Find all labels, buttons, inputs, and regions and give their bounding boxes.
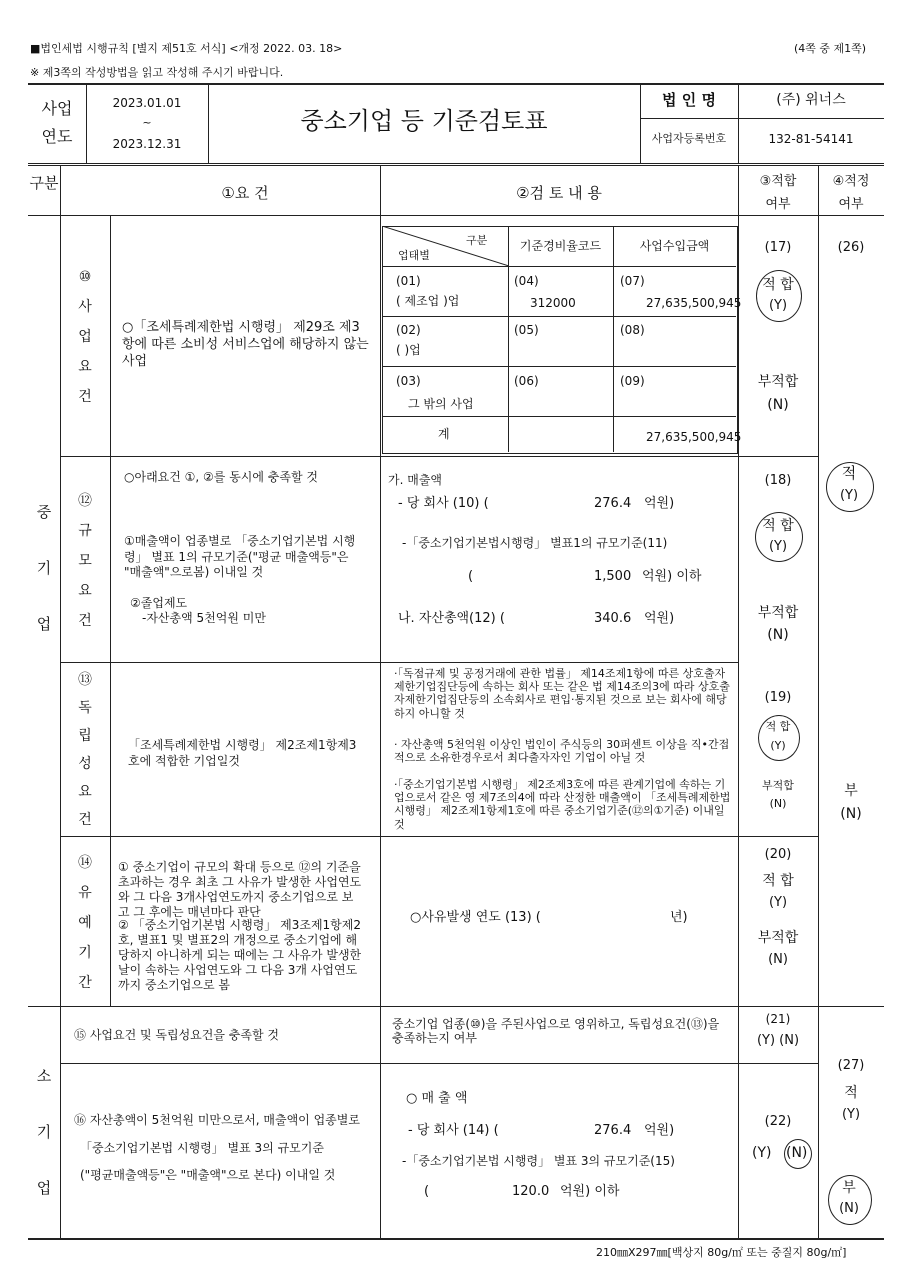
sales-unit: 억원) (644, 496, 675, 511)
corp-name-label: 법 인 명 (662, 91, 716, 109)
indep-fit-no: 부적합 (762, 779, 794, 792)
small-req-2b: 「중소기업기본법 시행령」 별표 3의 규모기준 (80, 1141, 324, 1155)
biz-proper-number: (26) (837, 240, 865, 255)
form-title: 중소기업 등 기준검토표 (300, 107, 548, 135)
corp-name: (주) 위너스 (776, 92, 846, 108)
divider (28, 215, 884, 216)
scale-fit-yes: 적 합 (762, 518, 794, 534)
small-proper-yes-y: (Y) (841, 1107, 861, 1122)
period-tilde: ~ (142, 116, 152, 129)
year-label: 연도 (41, 127, 73, 146)
proper-no: 부 (844, 783, 858, 799)
divider (60, 456, 818, 457)
small-fit2-number: (22) (764, 1114, 792, 1129)
small-review-2d: ( (424, 1184, 430, 1199)
header-requirements: ①요 건 (221, 184, 269, 202)
section-sme-label: 중 기 업 (36, 503, 52, 633)
tbl-code-header: 기준경비율코드 (519, 239, 602, 253)
biz-fit-yes: 적 합 (762, 277, 794, 293)
row3-industry: 그 밖의 사업 (408, 397, 474, 411)
small-proper-no-n: (N) (839, 1201, 859, 1216)
asset-unit: 억원) (644, 611, 675, 626)
small-fit1-yn: (Y) (N) (756, 1033, 800, 1048)
biz-fit-no-n: (N) (767, 397, 789, 413)
divider (640, 118, 884, 119)
divider (382, 266, 736, 267)
indep-label: ⑬ 독 립 성 요 건 (78, 672, 92, 828)
row1-no: (01) (396, 274, 421, 288)
header-gubun: 구분 (29, 174, 59, 192)
tbl-gubun: 구분 (466, 234, 488, 247)
grace-fit-number: (20) (764, 847, 792, 862)
biz-fit-yes-y: (Y) (768, 298, 788, 313)
row3-no: (03) (396, 374, 421, 388)
small-req-2c: ("평균매출액등"은 "매출액"으로 본다) 이내일 것 (80, 1168, 336, 1182)
instruction-note: ※ 제3쪽의 작성방법을 읽고 작성해 주시기 바랍니다. (30, 66, 284, 79)
scale-label: ⑫ 규 모 요 건 (78, 493, 92, 629)
grace-req-2: ② 「중소기업기본법 시행령」 제3조제1항제2호, 별표1 및 별표2의 개정으로 중소기업에 해당하지 아니하게 되는 때에는 그 사유가 발생한 날이 속하는 사업연도와 그 다음 3개 사업연도까지 중소기업으로 봄 (118, 918, 362, 992)
bizno-label: 사업자등록번호 (651, 132, 727, 145)
row2-code-no: (05) (514, 323, 539, 337)
std-paren: ( (468, 569, 474, 584)
footer-paper-spec: 210㎜X297㎜[백상지 80g/㎡ 또는 중질지 80g/㎡] (596, 1246, 847, 1259)
std-value: 1,500 (594, 569, 632, 584)
row2-industry: ( )업 (396, 343, 421, 357)
header-review: ②검 토 내 용 (516, 184, 602, 202)
grace-fit-no: 부적합 (757, 930, 799, 946)
period-end: 2023.12.31 (112, 137, 182, 151)
divider (380, 165, 381, 1238)
small-req-2: ⑯ 자산총액이 5천억원 미만으로서, 매출액이 업종별로 (74, 1113, 360, 1127)
std-line: -「중소기업기본법시행령」 별표1의 규모기준(11) (402, 536, 668, 550)
small-review-2d-unit: 억원) 이하 (560, 1184, 620, 1199)
grace-fit-yes: 적 합 (762, 873, 794, 889)
scale-req-2: ②졸업제도 (130, 596, 188, 610)
sales-value: 276.4 (594, 496, 632, 511)
grace-req-1: ① 중소기업이 규모의 확대 등으로 ⑫의 기준을 초과하는 경우 최초 그 사유가 발생한 사업연도와 그 다음 3개사업연도까지 중소기업으로 보고 그 후에는 매년마다 판단 (118, 860, 362, 919)
indep-fit-yes: 적 합 (765, 720, 791, 733)
header-fit: 여부 (765, 197, 791, 212)
scale-fit-no-n: (N) (767, 627, 789, 643)
row2-no: (02) (396, 323, 421, 337)
row1-amount: 27,635,500,945 (646, 296, 742, 310)
scale-fit-yes-y: (Y) (768, 539, 788, 554)
divider (60, 1063, 818, 1064)
scale-req-2b: -자산총액 5천억원 미만 (142, 611, 266, 625)
scale-fit-no: 부적합 (757, 605, 799, 621)
indep-requirement: 「조세특례제한법 시행령」 제2조제1항제3호에 적합한 기업일것 (128, 738, 357, 768)
small-fit2-n: (N) (786, 1145, 808, 1161)
row1-code-no: (04) (514, 274, 539, 288)
proper-yes: 적 (841, 464, 857, 482)
bizno-value: 132-81-54141 (768, 132, 854, 146)
small-proper-number: (27) (837, 1058, 865, 1073)
grace-fit-no-n: (N) (768, 952, 788, 967)
tbl-amount-header: 사업수입금액 (639, 239, 710, 253)
row1-amount-no: (07) (620, 274, 645, 288)
small-fit1-number: (21) (765, 1012, 791, 1026)
divider (382, 316, 736, 317)
grace-fit-yes-y: (Y) (768, 895, 788, 910)
total-label: 계 (438, 427, 450, 441)
sales-label: 가. 매출액 (388, 473, 442, 487)
grace-review-end: 년) (670, 910, 688, 925)
row1-industry: ( 제조업 )업 (396, 294, 460, 308)
scale-req-1: ①매출액이 업종별로 「중소기업기본법 시행령」 별표 1의 규모기준("평균 매출액등"은 "매출액"으로봄) 이내일 것 (124, 534, 356, 580)
small-proper-yes: 적 (844, 1085, 858, 1101)
small-req-1: ⑮ 사업요건 및 독립성요건을 충족할 것 (74, 1028, 279, 1042)
indep-fit-number: (19) (764, 690, 792, 705)
asset-line: 나. 자산총액(12) ( (398, 611, 505, 626)
period-start: 2023.01.01 (112, 96, 182, 110)
proper-no-n: (N) (840, 806, 862, 822)
small-review-1: 중소기업 업종(⑩)을 주된사업으로 영위하고, 독립성요건(⑬)을 충족하는지 여부 (392, 1017, 720, 1046)
asset-value: 340.6 (594, 611, 632, 626)
indep-review-2: · 자산총액 5천억원 이상인 법인이 주식등의 30퍼센트 이상을 직•간접적으로 소유한경우로서 최다출자자인 기업이 아닐 것 (394, 738, 730, 765)
proper-yes-y: (Y) (839, 488, 859, 503)
small-review-2b: - 당 회사 (14) ( (408, 1123, 499, 1138)
divider (613, 226, 614, 452)
divider (110, 215, 111, 1006)
small-proper-no: 부 (842, 1180, 856, 1196)
indep-review-1: ·「독점규제 및 공정거래에 관한 법률」 제14조제1항에 따른 상호출자제한기업집단등에 속하는 회사 또는 같은 법 제14조의3에 따라 상호출자제한기업집단등의 소속회사로 편입·통지된 것으로 보는 회사에 해당하지 아니할 것 (394, 667, 730, 720)
biz-fit-no: 부적합 (757, 374, 799, 390)
biz-requirement: ○「조세특례제한법 시행령」 제29조 제3항에 따른 소비성 서비스업에 해당하지 않는 사업 (122, 320, 369, 369)
biz-fit-number: (17) (764, 240, 792, 255)
row2-amount-no: (08) (620, 323, 645, 337)
section-small-label: 소 기 업 (36, 1067, 52, 1197)
header-proper: ④적정 (832, 174, 870, 189)
bottom-border (28, 1238, 884, 1240)
divider (382, 366, 736, 367)
indep-review-3: ·「중소기업기본법 시행령」 제2조제3호에 따른 관계기업에 속하는 기업으로서 같은 영 제7조의4에 따라 산정한 매출액이 「조세특례제한법 시행령」 제2조제1항제1호에 따른 중소기업기준(⑫의①기준) 이내일 것 (394, 778, 731, 831)
small-review-2a: ○ 매 출 액 (406, 1091, 468, 1106)
small-review-2b-unit: 억원) (644, 1123, 675, 1138)
small-review-2d-value: 120.0 (512, 1184, 550, 1199)
total-amount: 27,635,500,945 (646, 430, 742, 444)
row3-code-no: (06) (514, 374, 539, 388)
grace-label: ⑭ 유 예 기 간 (78, 855, 92, 991)
divider (28, 1006, 884, 1007)
small-review-2b-value: 276.4 (594, 1123, 632, 1138)
divider (818, 165, 819, 1238)
divider (60, 836, 818, 837)
row3-amount-no: (09) (620, 374, 645, 388)
page-number: (4쪽 중 제1쪽) (794, 42, 867, 55)
header-fit: ③적합 (759, 174, 797, 189)
indep-fit-yes-y: (Y) (770, 739, 786, 752)
header-proper: 여부 (838, 197, 864, 212)
divider (60, 662, 738, 663)
std-unit: 억원) 이하 (642, 569, 702, 584)
scale-fit-number: (18) (764, 473, 792, 488)
double-border (28, 163, 884, 166)
tbl-industry: 업태별 (398, 249, 430, 262)
scale-req-intro: ○아래요건 ①, ②를 동시에 충족할 것 (124, 470, 318, 484)
sales-line: - 당 회사 (10) ( (398, 496, 489, 511)
row1-code: 312000 (530, 296, 576, 310)
small-fit2-y: (Y) (752, 1145, 772, 1161)
year-label: 사업 (41, 99, 73, 118)
biz-label: ⑩ 사 업 요 건 (78, 269, 92, 405)
indep-fit-no-n: (N) (769, 797, 787, 810)
grace-review: ○사유발생 연도 (13) ( (410, 910, 541, 925)
top-border (28, 83, 884, 85)
divider (382, 416, 736, 417)
small-review-2c: -「중소기업기본법 시행령」 별표 3의 규모기준(15) (402, 1154, 675, 1168)
regulation-text: ■법인세법 시행규칙 [별지 제51호 서식] <개정 2022. 03. 18> (30, 42, 343, 55)
